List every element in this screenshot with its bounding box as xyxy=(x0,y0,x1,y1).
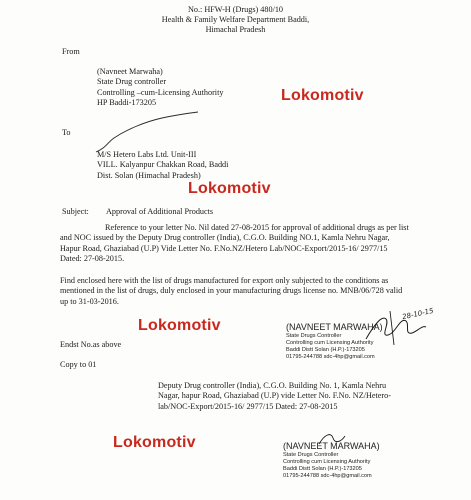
sender-block xyxy=(97,67,223,109)
stamp-line: Baddi Distt Solan (H.P.)-173205 xyxy=(283,466,362,472)
reference-number: No.: HFW-H (Drugs) 480/10 xyxy=(187,5,284,14)
stamp-line: Controlling cum Licensing Authority xyxy=(283,459,371,465)
subject-label: Subject: xyxy=(62,207,89,216)
stamp-line: Baddi Distt Solan (H.P.)-173205 xyxy=(286,347,365,353)
copy-to-label: Copy to 01 xyxy=(60,360,97,369)
recipient-line: M/S Hetero Labs Ltd. Unit-III xyxy=(97,150,197,159)
recipient-line: Dist. Solan (Himachal Pradesh) xyxy=(97,170,201,180)
endst-label: Endst No.as above xyxy=(60,340,122,349)
body-line: mentioned in the list of drugs, duly enclosed in your manufacturing drugs license no. MNB/06/728 valid xyxy=(60,286,403,296)
handwritten-date: 28-10-15 xyxy=(401,306,435,322)
copy-line: Nagar, hapur Road, Ghaziabad (U.P) vide Letter No. F.No. NZ/Hetero- xyxy=(158,391,391,401)
stamp-line: 01795-244788 sdc-4hp@gmail.com xyxy=(283,473,372,479)
sender-line: (Navneet Marwaha) xyxy=(97,67,163,76)
stamp-line: Controlling cum Licensing Authority xyxy=(286,340,374,346)
body-paragraph-2 xyxy=(60,276,402,307)
body-line: up to 31-03-2016. xyxy=(60,296,119,306)
stamp-name: (NAVNEET MARWAHA) xyxy=(283,441,380,451)
body-line: and NOC issued by the Deputy Drug controller (India), C.G.O. Building NO.1, Kamla Nehru Nagar, xyxy=(60,233,390,243)
body-line: Hapur Road, Ghaziabad (U.P) Vide Letter No. F.No.NZ/Hetero Lab/NOC-Export/2015-16/ 2977/15 xyxy=(60,243,388,253)
state-name: Himachal Pradesh xyxy=(205,25,266,34)
watermark: Lokomotiv xyxy=(281,87,364,104)
body-line: Dated: 27-08-2015. xyxy=(60,254,125,264)
sender-line: State Drug controller xyxy=(97,77,167,87)
watermark: Lokomotiv xyxy=(138,317,221,334)
stamp-line: 01795-244788 sdc-4hp@gmail.com xyxy=(286,354,375,360)
official-stamp-2 xyxy=(283,441,380,480)
stamp-name: (NAVNEET MARWAHA) xyxy=(286,322,383,332)
recipient-line: VILL. Kalyanpur Chakkan Road, Baddi xyxy=(97,160,229,170)
stamp-line: State Drugs Controller xyxy=(286,333,342,339)
stamp-line: State Drugs Controller xyxy=(283,452,339,458)
department-name: Health & Family Welfare Department Baddi, xyxy=(161,15,310,24)
from-label: From xyxy=(62,47,80,56)
body-line: Find enclosed here with the list of drugs manufactured for export only subjected to the conditions as xyxy=(60,276,389,285)
copy-line: lab/NOC-Export/2015-16/ 2977/15 Dated: 27-08-2015 xyxy=(158,401,338,411)
watermark: Lokomotiv xyxy=(188,180,271,197)
copy-recipient-block xyxy=(158,381,391,412)
copy-line: Deputy Drug controller (India), C.G.O. Building No. 1, Kamla Nehru xyxy=(158,381,387,390)
official-stamp-1 xyxy=(286,322,383,361)
body-line: Reference to your letter No. Nil dated 27-08-2015 for approval of additional drugs as per list xyxy=(105,223,409,232)
to-label: To xyxy=(62,128,71,137)
recipient-block xyxy=(97,150,228,181)
subject-text: Approval of Additional Products xyxy=(106,207,214,216)
body-paragraph-1 xyxy=(60,223,409,265)
sender-line: HP Baddi-173205 xyxy=(97,98,157,108)
sender-line: Controlling –cum-Licensing Authority xyxy=(97,87,224,97)
watermark: Lokomotiv xyxy=(113,434,196,451)
